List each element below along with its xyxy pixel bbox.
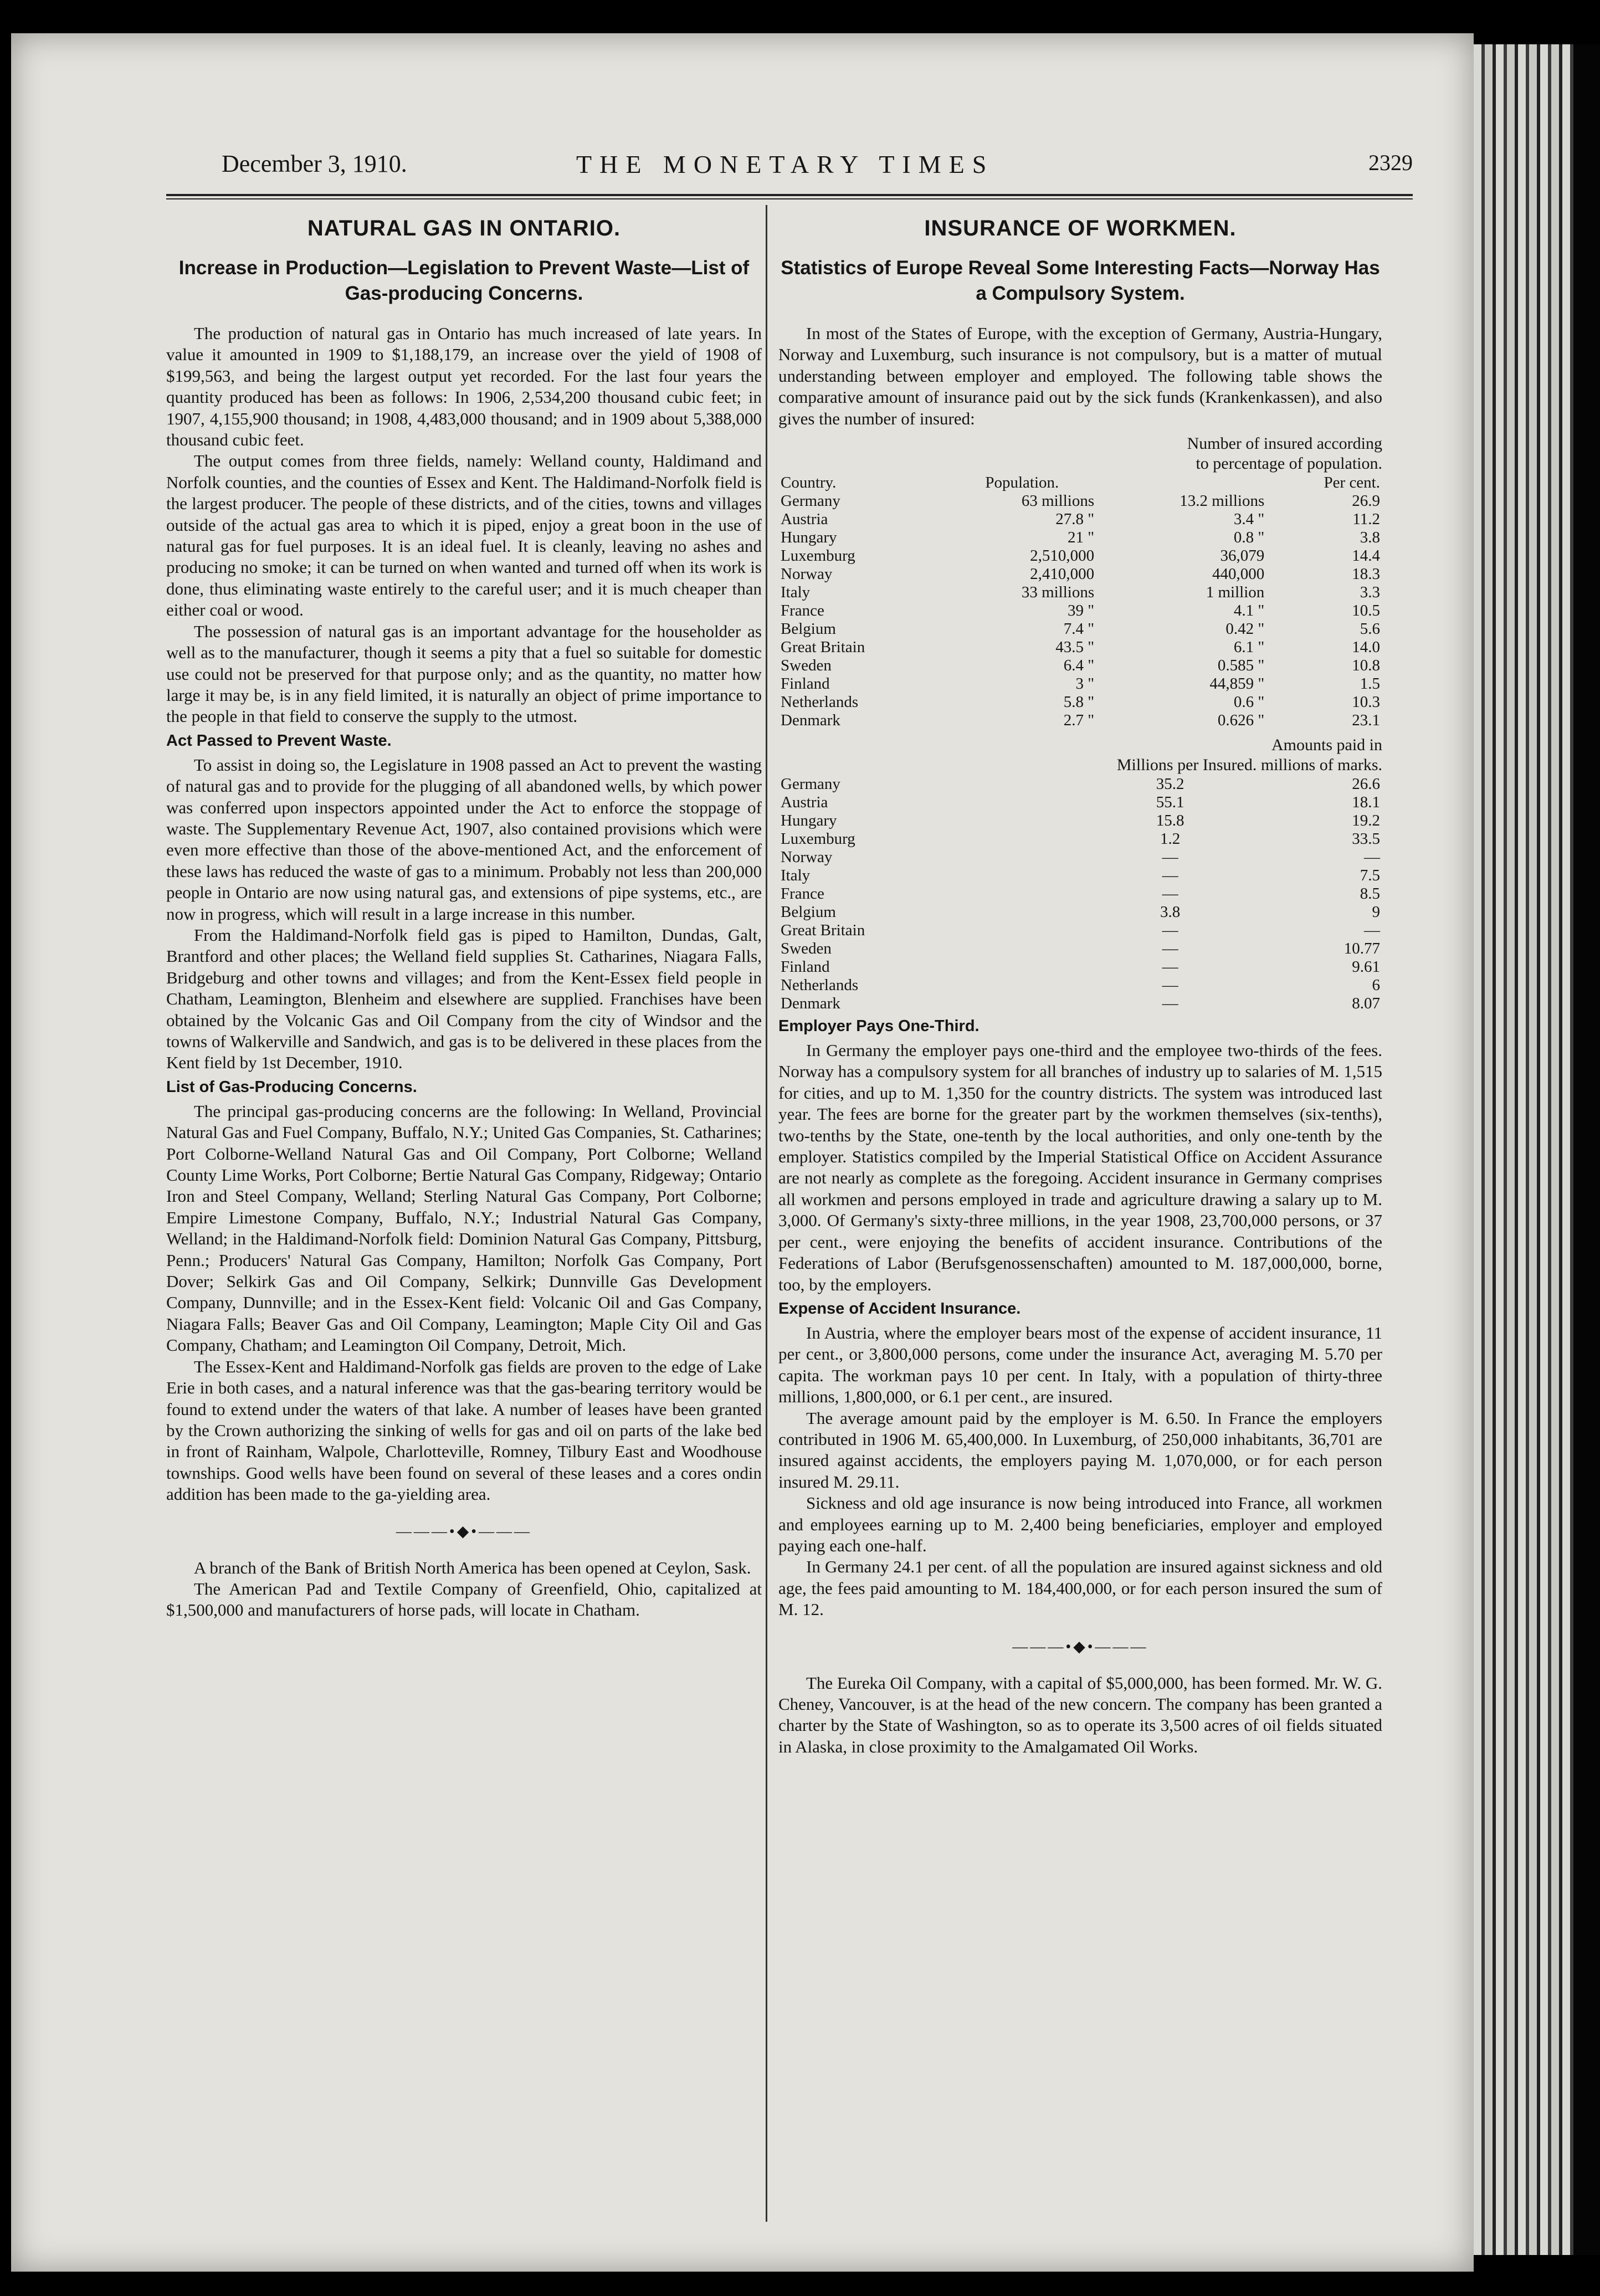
paragraph: The Essex-Kent and Haldimand-Norfolk gas fields are proven to the edge of Lake Erie in both cases, and a natural inference was that the gas-bearing territory would be found to extend under the waters of that lake. A number of leases have been granted by the Crown authorizing the sinking of wells for gas and oil on parts of the lake bed in front of Rainham, Walpole, Charlotteville, Romney, Tilbury East and Woodhouse townships. Good wells have been found on several of these leases and a cores ondin addition has been made to the ga-yielding area. bbox=[166, 1356, 762, 1504]
table-cell-marks: 26.6 bbox=[1352, 775, 1380, 793]
table-row bbox=[778, 775, 1382, 793]
paragraph: In most of the States of Europe, with the exception of Germany, Austria-Hungary, Norway and Luxemburg, such insurance is not compulsory, but is a matter of mutual understanding between employer and employed. The following table shows the comparative amount of insurance paid out by the sick funds (Krankenkassen), and also gives the number of insured: bbox=[778, 324, 1382, 428]
table-row bbox=[778, 583, 1382, 602]
table-row bbox=[778, 940, 1382, 958]
table-cell-country: Great Britain bbox=[781, 638, 865, 657]
header-date: December 3, 1910. bbox=[222, 150, 407, 177]
table-cell-country: Italy bbox=[781, 583, 811, 602]
table-cell-marks: — bbox=[1364, 848, 1380, 867]
paragraph: The possession of natural gas is an important advantage for the householder as well as to the manufacturer, though it seems a pity that a fuel so suitable for domestic use could not be preserved for that purpose only; and as the quantity, no matter how large it may be, is in any field limited, it is naturally an object of prime importance to the people in that field to conserve the supply to the utmost. bbox=[166, 621, 762, 726]
table-heading: Amounts paid in bbox=[1271, 736, 1382, 755]
column-header: Per cent. bbox=[1324, 474, 1380, 492]
table-cell-pop: 33 millions bbox=[1021, 583, 1095, 602]
table-cell-per: — bbox=[1162, 885, 1178, 903]
paragraph: The production of natural gas in Ontario has much increased of late years. In value it amounted in 1909 to $1,188,179, an increase over the yield of 1908 of $199,563, and being the largest output yet recorded. For the last four years the quantity produced has been as follows: In 1906, 2,534,200 thousand cubic feet; in 1907, 4,155,900 thousand; in 1908, 4,483,000 thousand; and in 1909 about 5,388,000 thousand cubic feet. bbox=[166, 324, 762, 450]
paragraph: The Eureka Oil Company, with a capital of $5,000,000, has been formed. Mr. W. G. Cheney, Vancouver, is at the head of the new concern. The company has been granted a charter by the State of Washington, so as to operate its 3,500 acres of oil fields situated in Alaska, in close proximity to the Amalgamated Oil Works. bbox=[778, 1673, 1382, 1756]
table-cell-per: — bbox=[1162, 958, 1178, 976]
table-cell-country: Great Britain bbox=[781, 921, 865, 940]
header-rule-thin bbox=[166, 198, 1413, 199]
table-cell-country: Norway bbox=[781, 565, 833, 583]
table-cell-country: Netherlands bbox=[781, 976, 859, 995]
table-cell-pop: 21 " bbox=[1068, 529, 1095, 547]
table-cell-insured: 44,859 " bbox=[1209, 675, 1265, 693]
section-heading: Expense of Accident Insurance. bbox=[778, 1299, 1021, 1318]
paragraph: A branch of the Bank of British North America has been opened at Ceylon, Sask. bbox=[194, 1557, 751, 1577]
table-heading: to percentage of population. bbox=[1196, 454, 1382, 473]
table-cell-pct: 5.6 bbox=[1360, 620, 1380, 638]
section-heading: List of Gas-Producing Concerns. bbox=[166, 1078, 417, 1096]
table-cell-pop: 5.8 " bbox=[1063, 693, 1095, 711]
article-headline: NATURAL GAS IN ONTARIO. bbox=[307, 216, 621, 240]
paragraph: From the Haldimand-Norfolk field gas is piped to Hamilton, Dundas, Galt, Brantford and other places; the Welland field supplies St. Catharines, Niagara Falls, Bridgeburg and other towns and villages; and from the Kent-Essex field people in Chatham, Leamington, Blenheim and elsewhere are supplied. Franchises have been obtained by the Volcanic Gas and Oil Company from the city of Windsor and the towns of Walkerville and Sandwich, and gas is to be delivered in these places from the Kent field by 1st December, 1910. bbox=[166, 925, 762, 1073]
table-cell-country: Sweden bbox=[781, 940, 832, 958]
table-cell-per: 15.8 bbox=[1156, 812, 1184, 830]
table-cell-per: 3.8 bbox=[1160, 903, 1181, 921]
table-row bbox=[778, 602, 1382, 620]
table-cell-marks: 33.5 bbox=[1352, 830, 1380, 848]
paragraph: Sickness and old age insurance is now being introduced into France, all workmen and employees earning up to M. 2,400 being beneficiaries, employer and employed paying each one-half. bbox=[778, 1493, 1382, 1555]
table-row bbox=[778, 638, 1382, 657]
table-cell-pct: 14.0 bbox=[1352, 638, 1380, 657]
paragraph: To assist in doing so, the Legislature in 1908 passed an Act to prevent the wasting of natural gas and to provide for the plugging of all abandoned wells, by which power was conferred upon inspectors appointed under the Act to enforce the stoppage of waste. The Supplementary Revenue Act, 1907, also contained provisions which were even more effective than those of the above-mentioned Act, and the enforcement of these laws has reduced the waste of gas to a minimum. Probably not less than 200,000 people in Ontario are now using natural gas, and extensions of pipe systems, etc., are now in progress, which will result in a large increase in this number. bbox=[166, 755, 762, 924]
table-cell-country: France bbox=[781, 885, 824, 903]
table-cell-pop: 2,510,000 bbox=[1030, 547, 1095, 565]
table-cell-marks: — bbox=[1364, 921, 1380, 940]
paragraph: In Germany 24.1 per cent. of all the population are insured against sickness and old age, the fees paid amounting to M. 184,400,000, or for each person insured the sum of M. 12. bbox=[778, 1557, 1382, 1620]
table-row bbox=[778, 675, 1382, 693]
article-subhead: Increase in Production—Legislation to Prevent Waste—List of Gas-producing Concerns. bbox=[178, 257, 750, 304]
table-cell-insured: 3.4 " bbox=[1233, 510, 1265, 529]
table-row bbox=[778, 657, 1382, 675]
header-rule bbox=[166, 194, 1413, 196]
table-cell-country: Austria bbox=[781, 793, 828, 812]
table-cell-country: Netherlands bbox=[781, 693, 859, 711]
column-divider bbox=[766, 205, 767, 2222]
table-row bbox=[778, 958, 1382, 976]
table-cell-per: — bbox=[1162, 921, 1178, 940]
table-cell-marks: 19.2 bbox=[1352, 812, 1380, 830]
table-row bbox=[778, 903, 1382, 921]
table-cell-pct: 11.2 bbox=[1352, 510, 1380, 529]
table-row bbox=[778, 693, 1382, 711]
table-cell-insured: 0.585 " bbox=[1217, 657, 1265, 675]
section-heading: Act Passed to Prevent Waste. bbox=[166, 731, 392, 750]
table-cell-insured: 36,079 bbox=[1220, 547, 1265, 565]
table-cell-marks: 8.5 bbox=[1360, 885, 1380, 903]
table-cell-per: — bbox=[1162, 867, 1178, 885]
paragraph: The principal gas-producing concerns are the following: In Welland, Provincial Natural Gas and Fuel Company, Buffalo, N.Y.; United Gas Companies, St. Catharines; Port Colborne-Welland Natural Gas and Oil Company, Port Colborne; Welland County Lime Works, Port Colborne; Bertie Natural Gas Company, Ridgeway; Ontario Iron and Steel Company, Welland; Sterling Natural Gas Company, Port Colborne; Empire Limestone Company, Buffalo, N.Y.; Industrial Natural Gas Company, Welland; in the Haldimand-Norfolk field: Dominion Natural Gas Company, Pittsburg, Penn.; Producers' Natural Gas Company, Hamilton; Norfolk Gas Company, Port Dover; Selkirk Gas and Oil Company, Selkirk; Dunnville Gas Development Company, Dunnville; and in the Essex-Kent field: Volcanic Oil and Gas Company, Niagara Falls; Beaver Gas and Oil Company, Leamington; Maple City Oil and Gas Company, Chatham; and Leamington Oil Company, Detroit, Mich. bbox=[166, 1101, 762, 1355]
table-cell-country: Germany bbox=[781, 492, 840, 510]
table-cell-insured: 0.42 " bbox=[1225, 620, 1265, 638]
table-cell-marks: 10.77 bbox=[1343, 940, 1380, 958]
page-header bbox=[222, 150, 1413, 194]
table-cell-pop: 2,410,000 bbox=[1030, 565, 1095, 583]
table-cell-pct: 14.4 bbox=[1352, 547, 1380, 565]
table-row bbox=[778, 510, 1382, 529]
table-row bbox=[778, 848, 1382, 867]
paragraph: The average amount paid by the employer is M. 6.50. In France the employers contributed in 1906 M. 65,400,000. In Luxemburg, of 250,000 inhabitants, 36,701 are insured against accidents, the employers paying M. 1,070,000, or for each person insured M. 29.11. bbox=[778, 1408, 1382, 1492]
table-cell-country: Belgium bbox=[781, 620, 836, 638]
table-header-row bbox=[778, 474, 1382, 492]
table-cell-pct: 10.8 bbox=[1352, 657, 1380, 675]
table-cell-marks: 6 bbox=[1372, 976, 1380, 995]
table-cell-country: Belgium bbox=[781, 903, 836, 921]
table-cell-pct: 3.3 bbox=[1360, 583, 1380, 602]
table-cell-insured: 1 million bbox=[1206, 583, 1265, 602]
paragraph: The American Pad and Textile Company of Greenfield, Ohio, capitalized at $1,500,000 and manufacturers of horse pads, will locate in Chatham. bbox=[166, 1578, 762, 1620]
table-cell-country: Luxemburg bbox=[781, 830, 855, 848]
scan-border bbox=[1573, 44, 1600, 2255]
ornament-divider: ———•◆•——— bbox=[396, 1523, 532, 1540]
table-cell-country: Denmark bbox=[781, 711, 840, 730]
right-column bbox=[778, 211, 1382, 1757]
table-cell-marks: 9 bbox=[1372, 903, 1380, 921]
table-cell-pct: 10.5 bbox=[1352, 602, 1380, 620]
table-cell-pop: 2.7 " bbox=[1063, 711, 1095, 730]
table-cell-country: Hungary bbox=[781, 812, 837, 830]
table-cell-pct: 1.5 bbox=[1360, 675, 1380, 693]
table-row bbox=[778, 867, 1382, 885]
table-cell-insured: 0.626 " bbox=[1217, 711, 1265, 730]
article-headline: INSURANCE OF WORKMEN. bbox=[924, 216, 1237, 240]
table-cell-pop: 39 " bbox=[1068, 602, 1095, 620]
table-cell-insured: 6.1 " bbox=[1233, 638, 1265, 657]
column-header bbox=[1096, 474, 1266, 492]
table-cell-per: — bbox=[1162, 848, 1178, 867]
section-heading: Employer Pays One-Third. bbox=[778, 1017, 980, 1036]
column-header: Population. bbox=[985, 474, 1059, 492]
table-cell-country: France bbox=[781, 602, 824, 620]
table-row bbox=[778, 812, 1382, 830]
table-cell-per: 55.1 bbox=[1156, 793, 1184, 812]
table-row bbox=[778, 620, 1382, 638]
table-cell-country: Denmark bbox=[781, 995, 840, 1013]
table-cell-pct: 23.1 bbox=[1352, 711, 1380, 730]
table-cell-pop: 43.5 " bbox=[1055, 638, 1095, 657]
page-number: 2329 bbox=[1368, 150, 1413, 175]
amounts-table bbox=[778, 735, 1382, 1013]
table-cell-pop: 63 millions bbox=[1021, 492, 1095, 510]
table-row bbox=[778, 565, 1382, 583]
table-cell-pop: 6.4 " bbox=[1063, 657, 1095, 675]
table-heading: Number of insured according bbox=[1187, 434, 1382, 453]
table-cell-marks: 8.07 bbox=[1352, 995, 1380, 1013]
table-cell-pct: 3.8 bbox=[1360, 529, 1380, 547]
table-cell-marks: 18.1 bbox=[1352, 793, 1380, 812]
table-cell-country: Sweden bbox=[781, 657, 832, 675]
left-column bbox=[166, 211, 762, 1621]
table-heading: Millions per Insured. millions of marks. bbox=[1116, 756, 1382, 775]
table-row bbox=[778, 830, 1382, 848]
table-row bbox=[778, 793, 1382, 812]
table-cell-insured: 4.1 " bbox=[1233, 602, 1265, 620]
table-cell-insured: 0.6 " bbox=[1233, 693, 1265, 711]
table-cell-country: Finland bbox=[781, 958, 830, 976]
ornament-divider: ———•◆•——— bbox=[1012, 1638, 1148, 1656]
table-cell-per: 1.2 bbox=[1160, 830, 1181, 848]
article-subhead: Statistics of Europe Reveal Some Interesting Facts—Norway Has a Compulsory System. bbox=[781, 257, 1380, 304]
table-row bbox=[778, 995, 1382, 1013]
table-cell-pop: 7.4 " bbox=[1063, 620, 1095, 638]
table-cell-marks: 9.61 bbox=[1352, 958, 1380, 976]
table-cell-country: Austria bbox=[781, 510, 828, 529]
publication-title: THE MONETARY TIMES bbox=[576, 150, 994, 178]
table-cell-per: — bbox=[1162, 940, 1178, 958]
table-row bbox=[778, 547, 1382, 565]
column-header: Country. bbox=[781, 474, 837, 492]
table-cell-insured: 440,000 bbox=[1212, 565, 1265, 583]
paragraph: The output comes from three fields, namely: Welland county, Haldimand and Norfolk counties, and the counties of Essex and Kent. The Haldimand-Norfolk field is the largest producer. The people of these districts, and of the cities, towns and villages outside of the actual gas area to which it is piped, enjoy a great boon in the use of natural gas for fuel purposes. It is an ideal fuel. It is cleanly, leaving no ashes and producing no smoke; it can be turned on when wanted and turned off when its work is done, thus eliminating waste entirely to the careful user; and it is much cheaper than either coal or wood. bbox=[166, 451, 762, 620]
table-row bbox=[778, 529, 1382, 547]
amounts-stats-table bbox=[778, 775, 1382, 1013]
paragraph: In Germany the employer pays one-third and the employee two-thirds of the fees. Norway has a compulsory system for all branches of industry up to salaries of M. 1,515 for cities, and up to M. 1,350 for the country districts. The system was introduced last year. The fees are borne for the greater part by the workmen themselves (six-tenths), two-tenths by the State, one-tenth by the local authorities, and only one-tenth by the employer. Statistics compiled by the Imperial Statistical Office on Accident Assurance are not nearly as complete as the foregoing. Accident insurance in Germany comprises all workmen and persons employed in trade and agriculture drawing a salary up to M. 3,000. Of Germany's sixty-three millions, in the year 1908, 23,700,000 persons, or 37 per cent., were enjoying the benefits of accident insurance. Contributions of the Federations of Labor (Berufsgenossenschaften) amounted to M. 187,000,000, borne, too, by the employers. bbox=[778, 1041, 1382, 1294]
insured-table bbox=[778, 434, 1382, 730]
table-cell-pop: 27.8 " bbox=[1055, 510, 1095, 529]
table-cell-country: Finland bbox=[781, 675, 830, 693]
table-row bbox=[778, 711, 1382, 730]
table-cell-country: Hungary bbox=[781, 529, 837, 547]
table-row bbox=[778, 921, 1382, 940]
table-cell-country: Germany bbox=[781, 775, 840, 793]
table-row bbox=[778, 885, 1382, 903]
table-cell-pct: 26.9 bbox=[1352, 492, 1380, 510]
table-cell-insured: 0.8 " bbox=[1233, 529, 1265, 547]
table-cell-pop: 3 " bbox=[1075, 675, 1095, 693]
table-cell-per: — bbox=[1162, 995, 1178, 1013]
table-cell-pct: 18.3 bbox=[1352, 565, 1380, 583]
paragraph: In Austria, where the employer bears most of the expense of accident insurance, 11 per cent., or 3,800,000 persons, come under the insurance Act, averaging M. 5.70 per capita. The workman pays 10 per cent. In Italy, with a population of thirty-three millions, 1,800,000, or 6.1 per cent., are insured. bbox=[778, 1323, 1382, 1407]
table-cell-country: Norway bbox=[781, 848, 833, 867]
table-cell-insured: 13.2 millions bbox=[1180, 492, 1265, 510]
insured-stats-table bbox=[778, 474, 1382, 730]
table-row bbox=[778, 492, 1382, 510]
book-page-edges bbox=[1474, 44, 1573, 2255]
table-cell-per: — bbox=[1162, 976, 1178, 995]
table-cell-marks: 7.5 bbox=[1360, 867, 1380, 885]
table-cell-per: 35.2 bbox=[1156, 775, 1184, 793]
table-cell-pct: 10.3 bbox=[1352, 693, 1380, 711]
table-cell-country: Italy bbox=[781, 867, 811, 885]
table-row bbox=[778, 976, 1382, 995]
table-cell-country: Luxemburg bbox=[781, 547, 855, 565]
